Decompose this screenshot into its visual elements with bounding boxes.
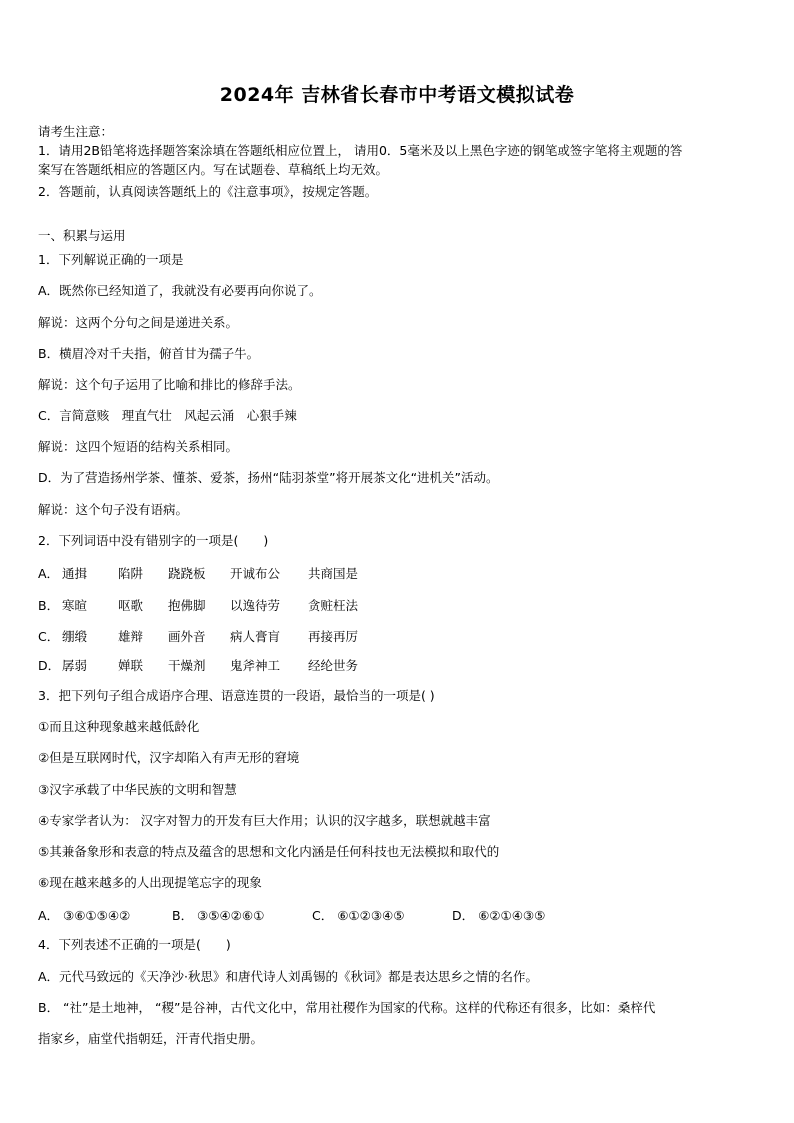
option-choice: B． ③⑤④②⑥① (172, 908, 265, 923)
question-line: 指家乡，庙堂代指朝廷，汗青代指史册。 (38, 1031, 264, 1046)
question-stem: 2．下列词语中没有错别字的一项是( ) (38, 533, 269, 548)
option-choice: A． ③⑥①⑤④② (38, 908, 131, 923)
option-choice: C． ⑥①②③④⑤ (312, 908, 405, 923)
option-word: 通揖 (62, 566, 88, 581)
question-line: 解说：这个句子没有语病。 (38, 502, 189, 517)
option-word: 绷缎 (62, 629, 88, 644)
sentence-item: ⑤其兼备象形和表意的特点及蕴含的思想和文化内涵是任何科技也无法模拟和取代的 (38, 844, 500, 859)
option-word: 陷阱 (118, 566, 144, 581)
option-word: 雄辩 (118, 629, 144, 644)
option-word: 干燥剂 (168, 658, 206, 673)
question-line: 解说：这四个短语的结构关系相同。 (38, 439, 239, 454)
sentence-item: ④专家学者认为： 汉字对智力的开发有巨大作用；认识的汉字越多，联想就越丰富 (38, 813, 491, 828)
option-letter: A． (38, 566, 60, 581)
sentence-item: ①而且这种现象越来越低龄化 (38, 719, 200, 734)
notice-item: 案写在答题纸相应的答题区内。写在试题卷、草稿纸上均无效。 (38, 162, 389, 177)
question-stem: 4．下列表述不正确的一项是( ) (38, 937, 231, 952)
question-stem: 3．把下列句子组合成语序合理、语意连贯的一段语，最恰当的一项是( ) (38, 688, 435, 703)
option-word: 寒暄 (62, 598, 88, 613)
option-row (38, 906, 545, 924)
option-word: 呕歌 (118, 598, 144, 613)
option-letter: B． (38, 598, 60, 613)
option-row (38, 596, 358, 614)
option-word: 病人膏肓 (230, 629, 281, 644)
page-title: 2024年 吉林省长春市中考语文模拟试卷 (219, 84, 575, 106)
question-stem: 1．下列解说正确的一项是 (38, 252, 184, 267)
sentence-item: ⑥现在越来越多的人出现提笔忘字的现象 (38, 875, 262, 890)
option-word: 贪赃枉法 (308, 598, 359, 613)
sentence-item: ③汉字承载了中华民族的文明和智慧 (38, 782, 237, 797)
notice-heading: 请考生注意： (38, 124, 114, 139)
option-letter: C． (38, 629, 60, 644)
option-row (38, 656, 358, 674)
question-line: D．为了营造扬州学茶、懂茶、爱茶，扬州“陆羽茶堂”将开展茶文化“进机关”活动。 (38, 470, 499, 485)
option-letter: D． (38, 658, 61, 673)
option-word: 抱佛脚 (168, 598, 206, 613)
question-line: B． “社”是土地神， “稷”是谷神，古代文化中，常用社稷作为国家的代称。这样的代称还有很多，比如：桑梓代 (38, 1000, 656, 1015)
option-word: 再接再厉 (308, 629, 359, 644)
option-word: 经纶世务 (308, 658, 359, 673)
question-line: 解说：这两个分句之间是递进关系。 (38, 315, 239, 330)
option-word: 以逸待劳 (230, 598, 281, 613)
question-line: B．横眉冷对千夫指，俯首甘为孺子牛。 (38, 346, 260, 361)
question-line: A．元代马致远的《天净沙·秋思》和唐代诗人刘禹锡的《秋词》都是表达思乡之情的名作。 (38, 969, 539, 984)
notice-item: 2．答题前，认真阅读答题纸上的《注意事项》，按规定答题。 (38, 184, 378, 199)
section-heading: 一、积累与运用 (38, 228, 126, 243)
option-word: 跷跷板 (168, 566, 206, 581)
question-line: 解说：这个句子运用了比喻和排比的修辞手法。 (38, 377, 301, 392)
option-word: 婵联 (118, 658, 144, 673)
option-choice: D． ⑥②①④③⑤ (452, 908, 546, 923)
option-word: 开诚布公 (230, 566, 281, 581)
option-word: 孱弱 (62, 658, 88, 673)
option-word: 鬼斧神工 (230, 658, 281, 673)
notice-item: 1．请用2B铅笔将选择题答案涂填在答题纸相应位置上， 请用0．5毫米及以上黑色字迹的钢笔或签字笔将主观题的答 (38, 143, 683, 158)
sentence-item: ②但是互联网时代，汉字却陷入有声无形的窘境 (38, 750, 300, 765)
option-row (38, 627, 358, 645)
option-word: 共商国是 (308, 566, 359, 581)
question-line: A．既然你已经知道了，我就没有必要再向你说了。 (38, 283, 322, 298)
option-row (38, 564, 358, 582)
option-word: 画外音 (168, 629, 206, 644)
question-line: C．言简意赅 理直气壮 风起云涌 心狠手辣 (38, 408, 297, 423)
